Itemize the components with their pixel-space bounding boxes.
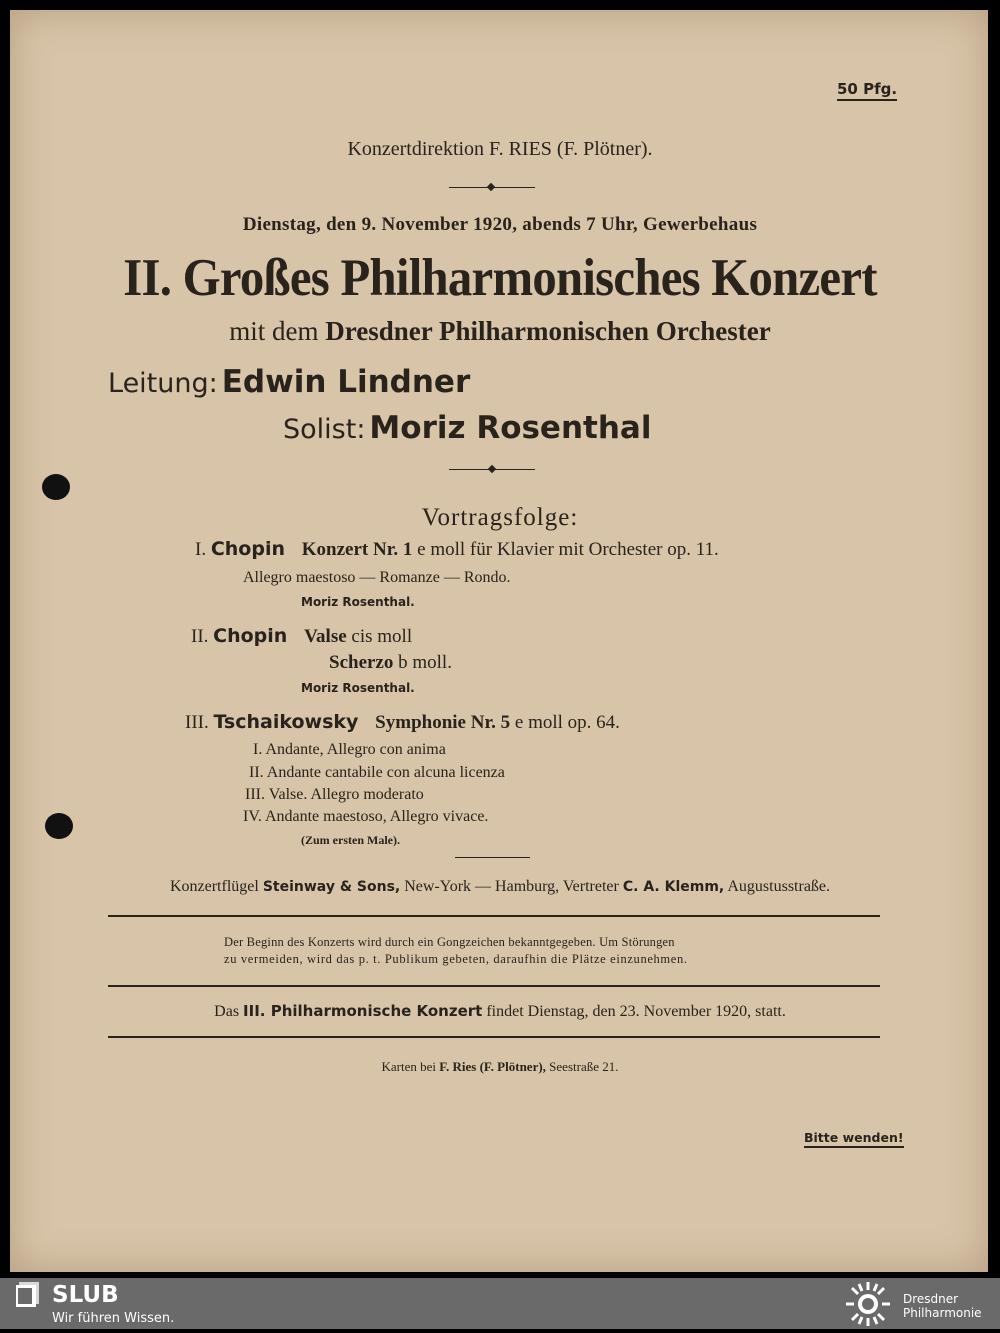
rule-2 <box>108 985 880 987</box>
conductor-line <box>108 364 470 400</box>
piano-label: Konzertflügel <box>169 878 259 895</box>
program-item-2 <box>191 625 412 648</box>
soloist-line <box>283 410 651 446</box>
conductor-name: Edwin Lindner <box>221 364 471 400</box>
program-item-2-detail-2: b moll. <box>398 652 452 673</box>
program-item-3-composer: Tschaikowsky <box>213 711 359 733</box>
piano-line <box>0 878 1000 896</box>
program-item-2-detail-1: cis moll <box>351 626 413 647</box>
tickets-address: Seestraße 21. <box>549 1059 619 1074</box>
piano-agent: C. A. Klemm, <box>622 879 725 895</box>
program-item-3-number: III. <box>185 712 209 733</box>
orchestra-name: Dresdner Philharmonischen Orchester <box>325 316 771 346</box>
next-concert-prefix: Das <box>214 1003 240 1020</box>
concert-title: II. Großes Philharmonisches Konzert <box>123 249 877 307</box>
philharmonie-line-2: Philharmonie <box>903 1306 982 1320</box>
program-item-2-line-2 <box>329 652 452 674</box>
program-item-3-movement-4: IV. Andante maestoso, Allegro vivace. <box>243 808 489 825</box>
turn-over-note: Bitte wenden! <box>804 1130 904 1148</box>
notice-line-1: Der Beginn des Konzerts wird durch ein Gongzeichen bekanntgegeben. Um Störungen <box>224 935 675 949</box>
tickets-line <box>0 1059 1000 1075</box>
next-concert-line <box>0 1002 1000 1021</box>
slub-logo-text[interactable]: SLUB <box>52 1282 119 1308</box>
program-item-2-work-2: Scherzo <box>329 652 394 673</box>
program-item-2-number: II. <box>191 626 209 647</box>
next-concert-suffix: findet Dienstag, den 23. November 1920, statt. <box>486 1003 786 1020</box>
soloist-name: Moriz Rosenthal <box>369 410 652 446</box>
notice-line-2: zu vermeiden, wird das p. t. Publikum gebeten, daraufhin die Plätze einzunehmen. <box>224 952 688 966</box>
orchestra-prefix: mit dem <box>229 316 319 346</box>
piano-brand: Steinway & Sons, <box>262 879 401 895</box>
date-line: Dienstag, den 9. November 1920, abends 7 Uhr, Gewerbehaus <box>242 214 758 235</box>
soloist-label: Solist: <box>283 414 366 445</box>
rule-3 <box>108 1036 880 1038</box>
orchestra-line <box>0 316 1000 347</box>
program-item-1-composer: Chopin <box>210 538 285 560</box>
program-item-2-work-1: Valse <box>304 626 347 647</box>
rule-1 <box>108 915 880 917</box>
program-item-3-detail: e moll op. 64. <box>514 712 620 733</box>
punch-hole-top <box>42 474 70 500</box>
program-item-3-movement-1: I. Andante, Allegro con anima <box>253 741 446 758</box>
slub-book-icon[interactable] <box>14 1282 40 1308</box>
program-item-2-composer: Chopin <box>213 625 288 647</box>
price-label: 50 Pfg. <box>837 80 897 101</box>
program-item-1-detail: e moll für Klavier mit Orchester op. 11. <box>417 539 719 560</box>
program-item-3-movement-3: III. Valse. Allegro moderato <box>245 786 424 803</box>
piano-street: Augustusstraße. <box>727 878 831 895</box>
slub-tagline: Wir führen Wissen. <box>52 1311 175 1326</box>
program-item-1-number: I. <box>195 539 207 560</box>
philharmonie-sun-icon[interactable] <box>842 1280 894 1328</box>
tickets-prefix: Karten bei <box>381 1059 437 1074</box>
program-item-1-performer: Moriz Rosenthal. <box>301 595 415 609</box>
program-heading: Vortragsfolge: <box>421 504 579 531</box>
program-item-3-work: Symphonie Nr. 5 <box>375 712 511 733</box>
program-item-1-movements: Allegro maestoso — Romanze — Rondo. <box>243 569 511 586</box>
philharmonie-line-1: Dresdner <box>903 1292 959 1306</box>
next-concert-name: III. Philharmonische Konzert <box>243 1002 483 1020</box>
tickets-seller: F. Ries (F. Plötner), <box>439 1059 546 1074</box>
program-end-rule <box>455 857 530 858</box>
conductor-label: Leitung: <box>108 368 218 399</box>
program-item-2-performer: Moriz Rosenthal. <box>301 681 415 695</box>
viewer-footer-bar <box>0 1278 1000 1329</box>
agency-line: Konzertdirektion F. RIES (F. Plötner). <box>347 138 653 160</box>
program-item-1-work: Konzert Nr. 1 <box>301 539 413 560</box>
program-item-1 <box>195 538 719 561</box>
program-item-3-movement-2: II. Andante cantabile con alcuna licenza <box>249 764 505 781</box>
piano-cities: New-York — Hamburg, Vertreter <box>404 878 619 895</box>
program-item-3 <box>185 711 620 734</box>
program-item-3-note: (Zum ersten Male). <box>301 833 400 847</box>
concert-flyer <box>10 10 988 1272</box>
punch-hole-bottom <box>45 813 73 839</box>
